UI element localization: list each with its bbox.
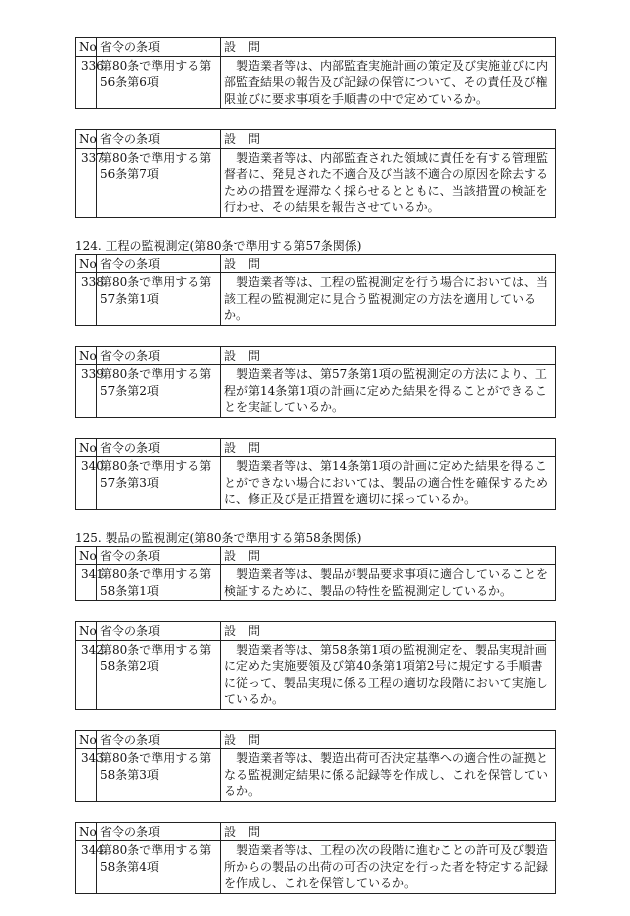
header-article: 省令の条項	[97, 130, 221, 149]
item-number: 343	[76, 749, 97, 802]
checklist-table	[75, 346, 556, 418]
header-question: 設 問	[221, 130, 556, 149]
item-question: 製造業者等は、製造出荷可否決定基準への適合性の証拠となる監視測定結果に係る記録等を作成し、これを保管しているか。	[221, 749, 556, 802]
item-article: 第80条で準用する第57条第3項	[97, 457, 221, 510]
item-question: 製造業者等は、第57条第1項の監視測定の方法により、工程が第14条第1項の計画に定めた結果を得ることができることを実証しているか。	[221, 365, 556, 418]
item-number: 341	[76, 565, 97, 601]
table-header-row	[76, 822, 556, 841]
item-number: 338	[76, 273, 97, 326]
table-header-row	[76, 622, 556, 641]
header-article: 省令の条項	[97, 622, 221, 641]
header-no: No	[76, 38, 97, 57]
item-article: 第80条で準用する第58条第1項	[97, 565, 221, 601]
item-question: 製造業者等は、内部監査された領域に責任を有する管理監督者に、発見された不適合及び当該不適合の原因を除去するための措置を遅滞なく採らせるとともに、当該措置の検証を行わせ、その結果を報告させているか。	[221, 148, 556, 217]
header-question: 設 問	[221, 438, 556, 457]
item-question: 製造業者等は、内部監査実施計画の策定及び実施並びに内部監査結果の報告及び記録の保管について、その責任及び権限並びに要求事項を手順書の中で定めているか。	[221, 56, 556, 109]
table-row	[76, 148, 556, 217]
table-row	[76, 841, 556, 894]
header-article: 省令の条項	[97, 438, 221, 457]
item-number: 344	[76, 841, 97, 894]
item-number: 340	[76, 457, 97, 510]
header-article: 省令の条項	[97, 254, 221, 273]
table-row	[76, 457, 556, 510]
header-no: No	[76, 822, 97, 841]
table-row	[76, 56, 556, 109]
header-no: No	[76, 130, 97, 149]
item-article: 第80条で準用する第56条第6項	[97, 56, 221, 109]
header-question: 設 問	[221, 822, 556, 841]
checklist-table	[75, 438, 556, 510]
item-question: 製造業者等は、工程の次の段階に進むことの許可及び製造所からの製品の出荷の可否の決定を行った者を特定する記録を作成し、これを保管しているか。	[221, 841, 556, 894]
checklist-table	[75, 254, 556, 326]
header-question: 設 問	[221, 254, 556, 273]
checklist-table	[75, 730, 556, 802]
checklist-table	[75, 129, 556, 218]
section-title-125: 125. 製品の監視測定(第80条で準用する第58条関係)	[75, 530, 362, 545]
header-question: 設 問	[221, 346, 556, 365]
item-number: 336	[76, 56, 97, 109]
header-article: 省令の条項	[97, 730, 221, 749]
item-article: 第80条で準用する第58条第3項	[97, 749, 221, 802]
item-question: 製造業者等は、第58条第1項の監視測定を、製品実現計画に定めた実施要領及び第40条第1項第2号に規定する手順書に従って、製品実現に係る工程の適切な段階において実施しているか。	[221, 640, 556, 709]
table-header-row	[76, 346, 556, 365]
checklist-table	[75, 546, 556, 602]
checklist-table	[75, 822, 556, 894]
checklist-table	[75, 37, 556, 109]
item-article: 第80条で準用する第58条第4項	[97, 841, 221, 894]
header-question: 設 問	[221, 622, 556, 641]
item-article: 第80条で準用する第56条第7項	[97, 148, 221, 217]
table-row	[76, 565, 556, 601]
table-row	[76, 640, 556, 709]
item-number: 339	[76, 365, 97, 418]
header-no: No	[76, 546, 97, 565]
item-question: 製造業者等は、工程の監視測定を行う場合においては、当該工程の監視測定に見合う監視測定の方法を適用しているか。	[221, 273, 556, 326]
header-article: 省令の条項	[97, 346, 221, 365]
item-number: 342	[76, 640, 97, 709]
section-title-124: 124. 工程の監視測定(第80条で準用する第57条関係)	[75, 238, 362, 253]
header-question: 設 問	[221, 546, 556, 565]
document-page	[75, 37, 556, 894]
item-question: 製造業者等は、第14条第1項の計画に定めた結果を得ることができない場合においては、製品の適合性を確保するために、修正及び是正措置を適切に採っているか。	[221, 457, 556, 510]
header-no: No	[76, 346, 97, 365]
table-header-row	[76, 38, 556, 57]
table-row	[76, 749, 556, 802]
table-header-row	[76, 130, 556, 149]
table-row	[76, 273, 556, 326]
header-question: 設 問	[221, 730, 556, 749]
table-header-row	[76, 438, 556, 457]
checklist-table	[75, 621, 556, 710]
item-article: 第80条で準用する第57条第1項	[97, 273, 221, 326]
header-no: No	[76, 622, 97, 641]
header-article: 省令の条項	[97, 38, 221, 57]
item-article: 第80条で準用する第58条第2項	[97, 640, 221, 709]
header-no: No	[76, 730, 97, 749]
header-no: No	[76, 254, 97, 273]
header-article: 省令の条項	[97, 822, 221, 841]
item-number: 337	[76, 148, 97, 217]
header-question: 設 問	[221, 38, 556, 57]
table-header-row	[76, 730, 556, 749]
header-article: 省令の条項	[97, 546, 221, 565]
item-question: 製造業者等は、製品が製品要求事項に適合していることを検証するために、製品の特性を監視測定しているか。	[221, 565, 556, 601]
item-article: 第80条で準用する第57条第2項	[97, 365, 221, 418]
table-row	[76, 365, 556, 418]
table-header-row	[76, 546, 556, 565]
header-no: No	[76, 438, 97, 457]
table-header-row	[76, 254, 556, 273]
